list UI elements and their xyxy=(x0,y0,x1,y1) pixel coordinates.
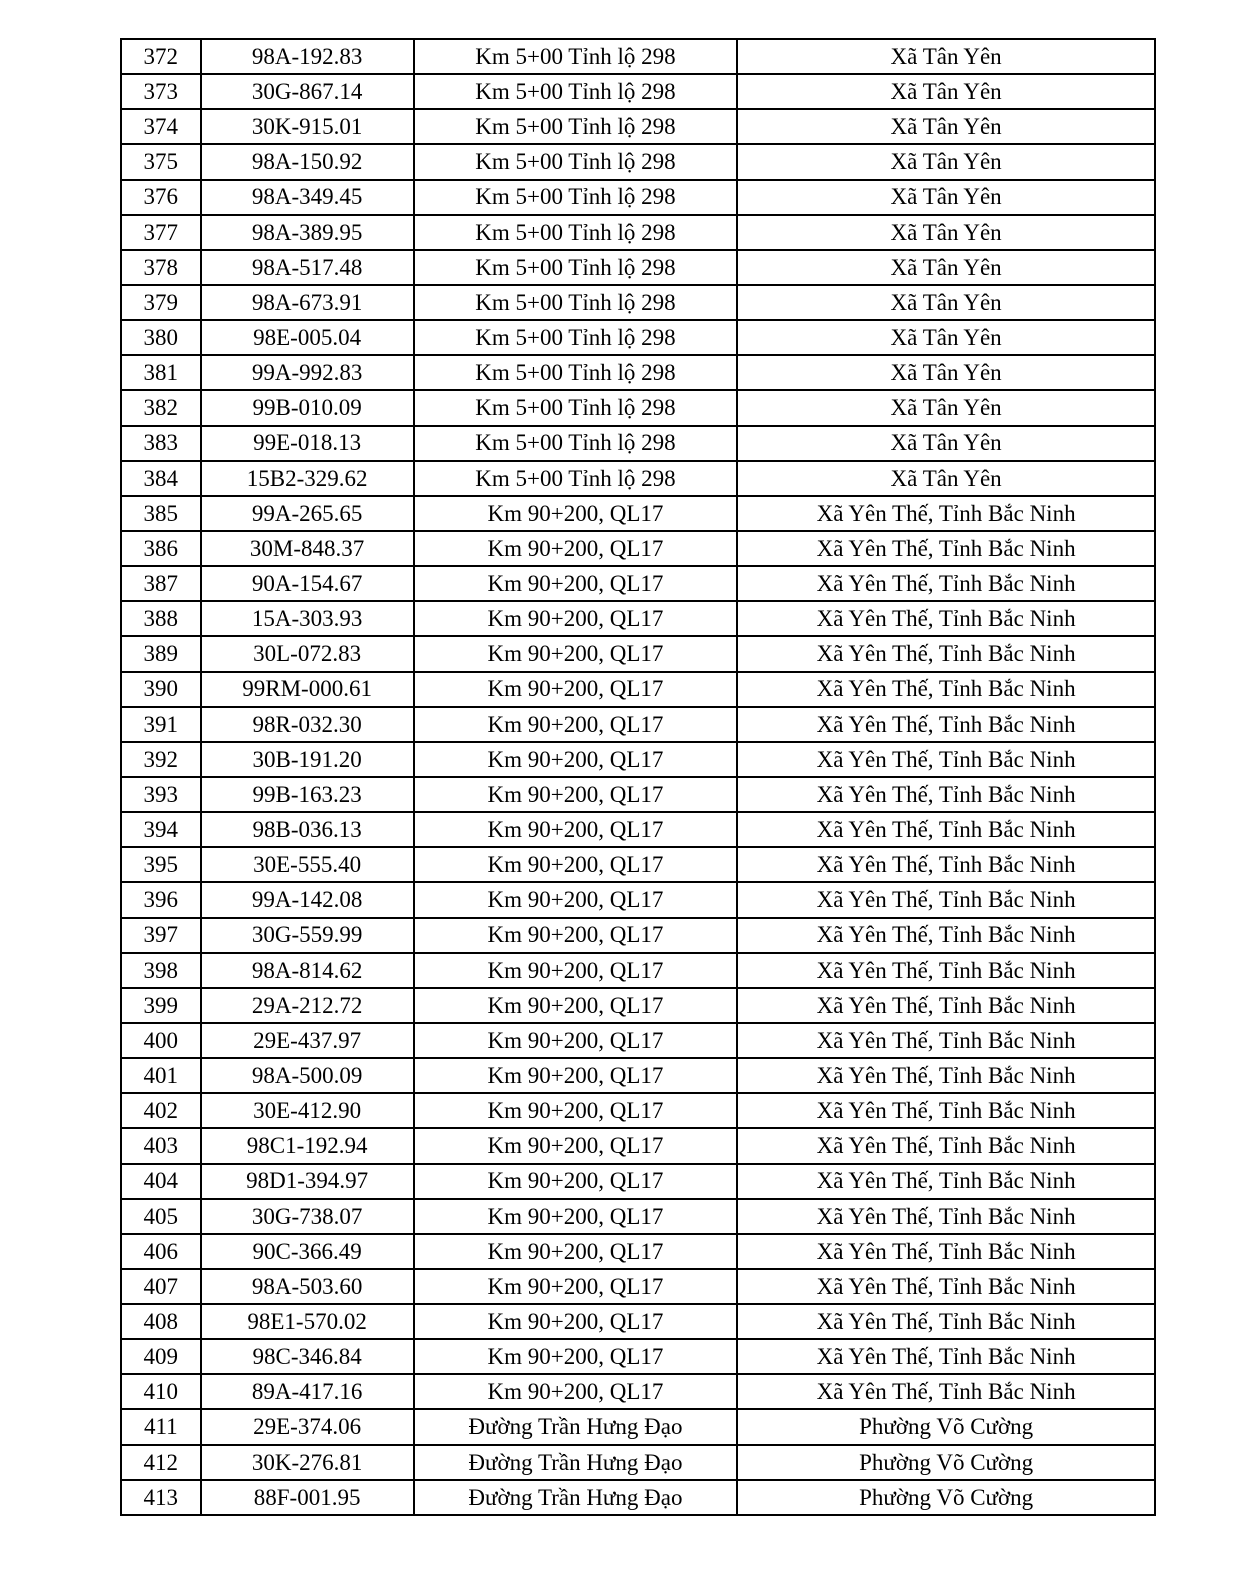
cell-location: Km 5+00 Tỉnh lộ 298 xyxy=(414,109,738,144)
cell-ward: Xã Tân Yên xyxy=(737,74,1155,109)
cell-license-plate: 30L-072.83 xyxy=(201,636,414,671)
table-row xyxy=(121,1339,1155,1374)
cell-ward: Phường Võ Cường xyxy=(737,1409,1155,1444)
cell-ward: Xã Yên Thế, Tỉnh Bắc Ninh xyxy=(737,1374,1155,1409)
table-row xyxy=(121,1480,1155,1515)
table-row xyxy=(121,812,1155,847)
cell-location: Km 90+200, QL17 xyxy=(414,672,738,707)
cell-ward: Xã Yên Thế, Tỉnh Bắc Ninh xyxy=(737,812,1155,847)
table-row xyxy=(121,847,1155,882)
cell-license-plate: 30E-412.90 xyxy=(201,1093,414,1128)
cell-row-number: 375 xyxy=(121,144,201,179)
cell-license-plate: 30M-848.37 xyxy=(201,531,414,566)
cell-location: Km 90+200, QL17 xyxy=(414,988,738,1023)
cell-location: Km 5+00 Tỉnh lộ 298 xyxy=(414,74,738,109)
cell-row-number: 411 xyxy=(121,1409,201,1444)
table-row xyxy=(121,672,1155,707)
cell-location: Đường Trần Hưng Đạo xyxy=(414,1409,738,1444)
cell-row-number: 382 xyxy=(121,390,201,425)
cell-row-number: 392 xyxy=(121,742,201,777)
cell-row-number: 409 xyxy=(121,1339,201,1374)
cell-license-plate: 98D1-394.97 xyxy=(201,1164,414,1199)
cell-license-plate: 30G-867.14 xyxy=(201,74,414,109)
cell-license-plate: 98A-503.60 xyxy=(201,1269,414,1304)
cell-location: Km 90+200, QL17 xyxy=(414,1164,738,1199)
cell-ward: Xã Yên Thế, Tỉnh Bắc Ninh xyxy=(737,1128,1155,1163)
cell-row-number: 402 xyxy=(121,1093,201,1128)
cell-ward: Xã Yên Thế, Tỉnh Bắc Ninh xyxy=(737,496,1155,531)
table-row xyxy=(121,707,1155,742)
cell-row-number: 401 xyxy=(121,1058,201,1093)
cell-row-number: 381 xyxy=(121,355,201,390)
table-row xyxy=(121,1164,1155,1199)
table-row xyxy=(121,1058,1155,1093)
cell-location: Km 90+200, QL17 xyxy=(414,1339,738,1374)
cell-license-plate: 15A-303.93 xyxy=(201,601,414,636)
table-row xyxy=(121,250,1155,285)
table-row xyxy=(121,882,1155,917)
table-row xyxy=(121,39,1155,74)
cell-row-number: 397 xyxy=(121,918,201,953)
cell-license-plate: 99E-018.13 xyxy=(201,426,414,461)
cell-ward: Xã Yên Thế, Tỉnh Bắc Ninh xyxy=(737,742,1155,777)
cell-license-plate: 99A-992.83 xyxy=(201,355,414,390)
cell-location: Km 5+00 Tỉnh lộ 298 xyxy=(414,215,738,250)
cell-license-plate: 29E-374.06 xyxy=(201,1409,414,1444)
cell-license-plate: 99A-142.08 xyxy=(201,882,414,917)
table-row xyxy=(121,988,1155,1023)
cell-ward: Xã Yên Thế, Tỉnh Bắc Ninh xyxy=(737,531,1155,566)
table-row xyxy=(121,1093,1155,1128)
table-row xyxy=(121,144,1155,179)
cell-location: Km 90+200, QL17 xyxy=(414,601,738,636)
violation-list-table xyxy=(120,38,1156,1516)
table-row xyxy=(121,1128,1155,1163)
cell-license-plate: 98A-500.09 xyxy=(201,1058,414,1093)
table-row xyxy=(121,742,1155,777)
cell-license-plate: 98A-192.83 xyxy=(201,39,414,74)
cell-location: Km 90+200, QL17 xyxy=(414,566,738,601)
cell-license-plate: 89A-417.16 xyxy=(201,1374,414,1409)
cell-ward: Xã Yên Thế, Tỉnh Bắc Ninh xyxy=(737,1023,1155,1058)
cell-license-plate: 30G-738.07 xyxy=(201,1199,414,1234)
cell-ward: Xã Tân Yên xyxy=(737,461,1155,496)
cell-row-number: 410 xyxy=(121,1374,201,1409)
table-row xyxy=(121,1199,1155,1234)
cell-ward: Phường Võ Cường xyxy=(737,1445,1155,1480)
cell-license-plate: 30B-191.20 xyxy=(201,742,414,777)
cell-license-plate: 30E-555.40 xyxy=(201,847,414,882)
cell-ward: Xã Yên Thế, Tỉnh Bắc Ninh xyxy=(737,1164,1155,1199)
cell-ward: Xã Tân Yên xyxy=(737,250,1155,285)
cell-location: Km 90+200, QL17 xyxy=(414,882,738,917)
cell-row-number: 385 xyxy=(121,496,201,531)
cell-license-plate: 98A-517.48 xyxy=(201,250,414,285)
cell-row-number: 374 xyxy=(121,109,201,144)
cell-row-number: 404 xyxy=(121,1164,201,1199)
table-row xyxy=(121,777,1155,812)
table-row xyxy=(121,1409,1155,1444)
table-row xyxy=(121,390,1155,425)
cell-row-number: 396 xyxy=(121,882,201,917)
cell-license-plate: 99A-265.65 xyxy=(201,496,414,531)
cell-location: Đường Trần Hưng Đạo xyxy=(414,1445,738,1480)
cell-license-plate: 98C-346.84 xyxy=(201,1339,414,1374)
cell-ward: Xã Yên Thế, Tỉnh Bắc Ninh xyxy=(737,566,1155,601)
cell-row-number: 376 xyxy=(121,180,201,215)
cell-ward: Xã Yên Thế, Tỉnh Bắc Ninh xyxy=(737,847,1155,882)
cell-ward: Xã Yên Thế, Tỉnh Bắc Ninh xyxy=(737,1339,1155,1374)
table-row xyxy=(121,1374,1155,1409)
cell-row-number: 389 xyxy=(121,636,201,671)
cell-location: Km 90+200, QL17 xyxy=(414,1304,738,1339)
table-row xyxy=(121,426,1155,461)
cell-row-number: 378 xyxy=(121,250,201,285)
cell-ward: Xã Tân Yên xyxy=(737,426,1155,461)
cell-location: Km 90+200, QL17 xyxy=(414,1128,738,1163)
cell-row-number: 408 xyxy=(121,1304,201,1339)
cell-license-plate: 30K-915.01 xyxy=(201,109,414,144)
cell-location: Km 5+00 Tỉnh lộ 298 xyxy=(414,180,738,215)
cell-license-plate: 98A-814.62 xyxy=(201,953,414,988)
table-row xyxy=(121,215,1155,250)
cell-row-number: 393 xyxy=(121,777,201,812)
cell-ward: Xã Yên Thế, Tỉnh Bắc Ninh xyxy=(737,953,1155,988)
cell-ward: Xã Yên Thế, Tỉnh Bắc Ninh xyxy=(737,1304,1155,1339)
cell-location: Km 90+200, QL17 xyxy=(414,1199,738,1234)
cell-license-plate: 98A-389.95 xyxy=(201,215,414,250)
cell-location: Km 90+200, QL17 xyxy=(414,953,738,988)
table-row xyxy=(121,531,1155,566)
cell-location: Km 5+00 Tỉnh lộ 298 xyxy=(414,426,738,461)
table-row xyxy=(121,1445,1155,1480)
cell-location: Km 90+200, QL17 xyxy=(414,1093,738,1128)
cell-location: Km 90+200, QL17 xyxy=(414,847,738,882)
table-row xyxy=(121,109,1155,144)
cell-license-plate: 98E1-570.02 xyxy=(201,1304,414,1339)
cell-location: Km 5+00 Tỉnh lộ 298 xyxy=(414,461,738,496)
cell-license-plate: 98E-005.04 xyxy=(201,320,414,355)
cell-location: Km 5+00 Tỉnh lộ 298 xyxy=(414,39,738,74)
cell-ward: Xã Tân Yên xyxy=(737,109,1155,144)
cell-row-number: 400 xyxy=(121,1023,201,1058)
cell-location: Km 90+200, QL17 xyxy=(414,918,738,953)
cell-row-number: 386 xyxy=(121,531,201,566)
table-row xyxy=(121,320,1155,355)
cell-row-number: 403 xyxy=(121,1128,201,1163)
cell-ward: Xã Yên Thế, Tỉnh Bắc Ninh xyxy=(737,882,1155,917)
cell-row-number: 379 xyxy=(121,285,201,320)
cell-ward: Xã Tân Yên xyxy=(737,390,1155,425)
cell-row-number: 380 xyxy=(121,320,201,355)
cell-license-plate: 90C-366.49 xyxy=(201,1234,414,1269)
cell-license-plate: 15B2-329.62 xyxy=(201,461,414,496)
cell-license-plate: 98R-032.30 xyxy=(201,707,414,742)
table-row xyxy=(121,1234,1155,1269)
cell-ward: Xã Yên Thế, Tỉnh Bắc Ninh xyxy=(737,777,1155,812)
cell-ward: Xã Yên Thế, Tỉnh Bắc Ninh xyxy=(737,707,1155,742)
cell-location: Km 5+00 Tỉnh lộ 298 xyxy=(414,285,738,320)
cell-location: Km 5+00 Tỉnh lộ 298 xyxy=(414,390,738,425)
table-row xyxy=(121,918,1155,953)
cell-row-number: 412 xyxy=(121,1445,201,1480)
table-row xyxy=(121,180,1155,215)
table-row xyxy=(121,1023,1155,1058)
cell-row-number: 387 xyxy=(121,566,201,601)
table-row xyxy=(121,74,1155,109)
cell-ward: Xã Tân Yên xyxy=(737,320,1155,355)
cell-license-plate: 29A-212.72 xyxy=(201,988,414,1023)
cell-license-plate: 98A-150.92 xyxy=(201,144,414,179)
cell-row-number: 384 xyxy=(121,461,201,496)
cell-ward: Xã Tân Yên xyxy=(737,180,1155,215)
cell-license-plate: 98A-673.91 xyxy=(201,285,414,320)
table-row xyxy=(121,566,1155,601)
cell-ward: Xã Tân Yên xyxy=(737,355,1155,390)
cell-ward: Xã Yên Thế, Tỉnh Bắc Ninh xyxy=(737,1199,1155,1234)
cell-ward: Xã Yên Thế, Tỉnh Bắc Ninh xyxy=(737,1269,1155,1304)
table-body xyxy=(121,39,1155,1515)
cell-row-number: 394 xyxy=(121,812,201,847)
cell-location: Km 90+200, QL17 xyxy=(414,812,738,847)
cell-ward: Xã Yên Thế, Tỉnh Bắc Ninh xyxy=(737,672,1155,707)
cell-location: Km 5+00 Tỉnh lộ 298 xyxy=(414,320,738,355)
cell-license-plate: 29E-437.97 xyxy=(201,1023,414,1058)
cell-row-number: 388 xyxy=(121,601,201,636)
cell-ward: Xã Yên Thế, Tỉnh Bắc Ninh xyxy=(737,1058,1155,1093)
table-row xyxy=(121,496,1155,531)
cell-ward: Xã Yên Thế, Tỉnh Bắc Ninh xyxy=(737,1234,1155,1269)
cell-ward: Phường Võ Cường xyxy=(737,1480,1155,1515)
cell-row-number: 383 xyxy=(121,426,201,461)
cell-row-number: 413 xyxy=(121,1480,201,1515)
cell-location: Km 90+200, QL17 xyxy=(414,742,738,777)
cell-row-number: 391 xyxy=(121,707,201,742)
cell-location: Km 5+00 Tỉnh lộ 298 xyxy=(414,144,738,179)
table-row xyxy=(121,355,1155,390)
cell-license-plate: 99B-010.09 xyxy=(201,390,414,425)
cell-license-plate: 99B-163.23 xyxy=(201,777,414,812)
cell-location: Km 5+00 Tỉnh lộ 298 xyxy=(414,355,738,390)
cell-license-plate: 90A-154.67 xyxy=(201,566,414,601)
table-row xyxy=(121,285,1155,320)
cell-license-plate: 98B-036.13 xyxy=(201,812,414,847)
cell-location: Km 90+200, QL17 xyxy=(414,496,738,531)
cell-row-number: 390 xyxy=(121,672,201,707)
table-row xyxy=(121,1269,1155,1304)
cell-ward: Xã Tân Yên xyxy=(737,215,1155,250)
table-row xyxy=(121,953,1155,988)
cell-row-number: 405 xyxy=(121,1199,201,1234)
cell-row-number: 398 xyxy=(121,953,201,988)
cell-ward: Xã Tân Yên xyxy=(737,39,1155,74)
table-row xyxy=(121,461,1155,496)
cell-location: Km 90+200, QL17 xyxy=(414,777,738,812)
cell-ward: Xã Yên Thế, Tỉnh Bắc Ninh xyxy=(737,988,1155,1023)
cell-row-number: 377 xyxy=(121,215,201,250)
cell-ward: Xã Yên Thế, Tỉnh Bắc Ninh xyxy=(737,601,1155,636)
cell-row-number: 399 xyxy=(121,988,201,1023)
table-row xyxy=(121,1304,1155,1339)
cell-location: Km 90+200, QL17 xyxy=(414,636,738,671)
cell-location: Km 90+200, QL17 xyxy=(414,531,738,566)
cell-license-plate: 30K-276.81 xyxy=(201,1445,414,1480)
cell-row-number: 407 xyxy=(121,1269,201,1304)
cell-location: Km 90+200, QL17 xyxy=(414,707,738,742)
cell-license-plate: 98A-349.45 xyxy=(201,180,414,215)
cell-location: Km 90+200, QL17 xyxy=(414,1023,738,1058)
cell-location: Km 90+200, QL17 xyxy=(414,1234,738,1269)
cell-license-plate: 98C1-192.94 xyxy=(201,1128,414,1163)
cell-row-number: 395 xyxy=(121,847,201,882)
cell-row-number: 373 xyxy=(121,74,201,109)
cell-location: Km 90+200, QL17 xyxy=(414,1058,738,1093)
cell-location: Đường Trần Hưng Đạo xyxy=(414,1480,738,1515)
cell-ward: Xã Tân Yên xyxy=(737,144,1155,179)
cell-row-number: 406 xyxy=(121,1234,201,1269)
cell-license-plate: 30G-559.99 xyxy=(201,918,414,953)
table-row xyxy=(121,636,1155,671)
cell-location: Km 90+200, QL17 xyxy=(414,1374,738,1409)
table-row xyxy=(121,601,1155,636)
cell-ward: Xã Yên Thế, Tỉnh Bắc Ninh xyxy=(737,636,1155,671)
cell-ward: Xã Yên Thế, Tỉnh Bắc Ninh xyxy=(737,918,1155,953)
cell-ward: Xã Yên Thế, Tỉnh Bắc Ninh xyxy=(737,1093,1155,1128)
cell-location: Km 5+00 Tỉnh lộ 298 xyxy=(414,250,738,285)
cell-location: Km 90+200, QL17 xyxy=(414,1269,738,1304)
cell-row-number: 372 xyxy=(121,39,201,74)
cell-license-plate: 88F-001.95 xyxy=(201,1480,414,1515)
cell-license-plate: 99RM-000.61 xyxy=(201,672,414,707)
cell-ward: Xã Tân Yên xyxy=(737,285,1155,320)
